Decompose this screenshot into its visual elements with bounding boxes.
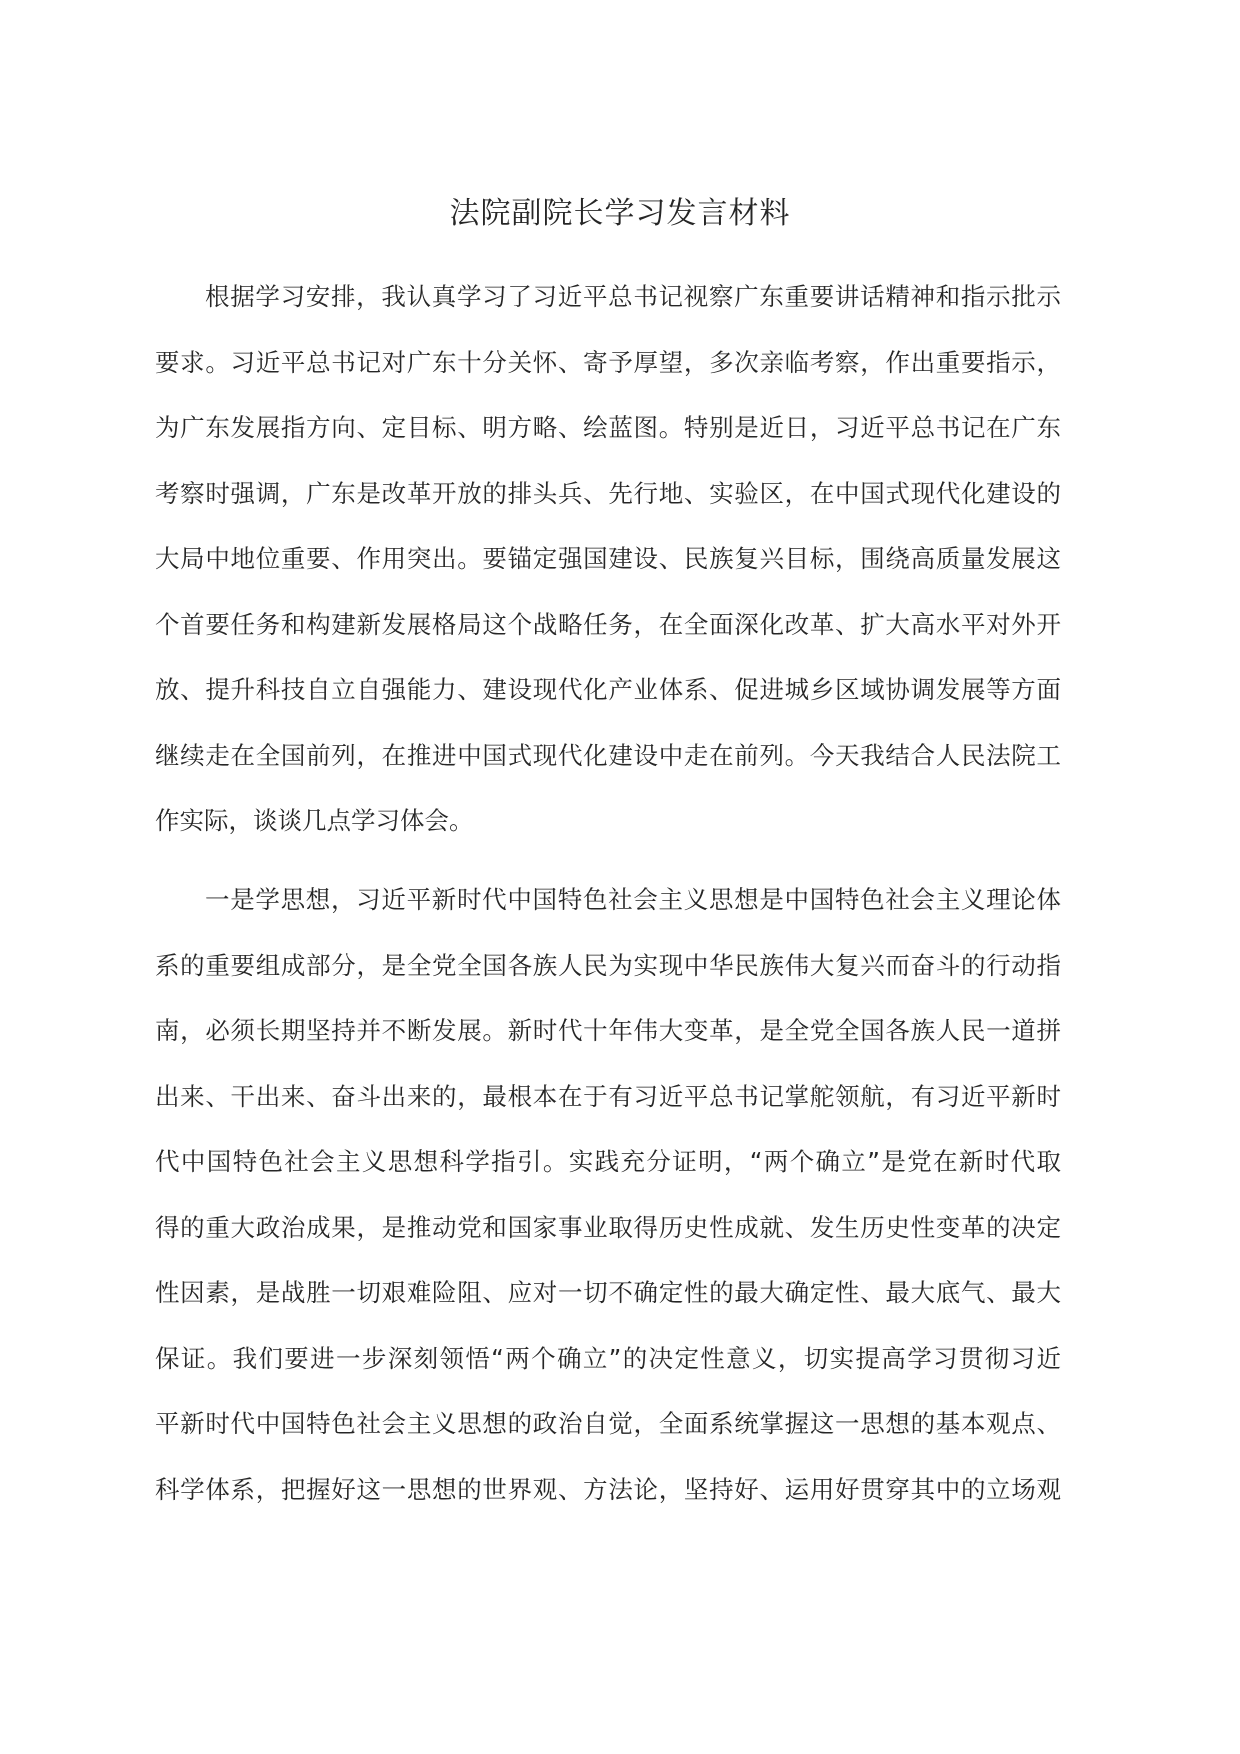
paragraph-line: 保证。我们要进一步深刻领悟“两个确立”的决定性意义，切实提高学习贯彻习近 — [155, 1343, 1061, 1373]
paragraph-line: 一是学思想，习近平新时代中国特色社会主义思想是中国特色社会主义理论体 — [205, 885, 1061, 914]
paragraph-line: 要求。习近平总书记对广东十分关怀、寄予厚望，多次亲临考察，作出重要指示， — [155, 347, 1061, 377]
paragraph-line: 个首要任务和构建新发展格局这个战略任务，在全面深化改革、扩大高水平对外开 — [155, 609, 1061, 639]
paragraph-line: 南，必须长期坚持并不断发展。新时代十年伟大变革，是全党全国各族人民一道拼 — [155, 1016, 1061, 1045]
paragraph-line: 放、提升科技自立自强能力、建设现代化产业体系、促进城乡区域协调发展等方面 — [155, 675, 1061, 704]
paragraph-line: 继续走在全国前列，在推进中国式现代化建设中走在前列。今天我结合人民法院工 — [155, 740, 1061, 770]
paragraph-line: 系的重要组成部分，是全党全国各族人民为实现中华民族伟大复兴而奋斗的行动指 — [155, 950, 1061, 980]
paragraph-line: 平新时代中国特色社会主义思想的政治自觉，全面系统掌握这一思想的基本观点、 — [155, 1409, 1061, 1438]
paragraph-line: 根据学习安排，我认真学习了习近平总书记视察广东重要讲话精神和指示批示 — [205, 282, 1061, 311]
paragraph-line: 性因素，是战胜一切艰难险阻、应对一切不确定性的最大确定性、最大底气、最大 — [155, 1278, 1061, 1307]
paragraph-line: 得的重大政治成果，是推动党和国家事业取得历史性成就、发生历史性变革的决定 — [155, 1212, 1061, 1242]
paragraph-line: 出来、干出来、奋斗出来的，最根本在于有习近平总书记掌舵领航，有习近平新时 — [155, 1081, 1061, 1111]
paragraph-line: 科学体系，把握好这一思想的世界观、方法论，坚持好、运用好贯穿其中的立场观 — [155, 1474, 1061, 1504]
paragraph-line: 考察时强调，广东是改革开放的排头兵、先行地、实验区，在中国式现代化建设的 — [155, 478, 1061, 508]
paragraph-1 — [155, 264, 1061, 854]
paragraph-line: 代中国特色社会主义思想科学指引。实践充分证明，“两个确立”是党在新时代取 — [155, 1147, 1061, 1176]
paragraph-line: 作实际，谈谈几点学习体会。 — [155, 806, 474, 835]
paragraph-2 — [155, 867, 1061, 1522]
document-title: 法院副院长学习发言材料 — [449, 196, 791, 231]
paragraph-line: 大局中地位重要、作用突出。要锚定强国建设、民族复兴目标，围绕高质量发展这 — [155, 544, 1061, 573]
paragraph-line: 为广东发展指方向、定目标、明方略、绘蓝图。特别是近日，习近平总书记在广东 — [155, 413, 1061, 442]
